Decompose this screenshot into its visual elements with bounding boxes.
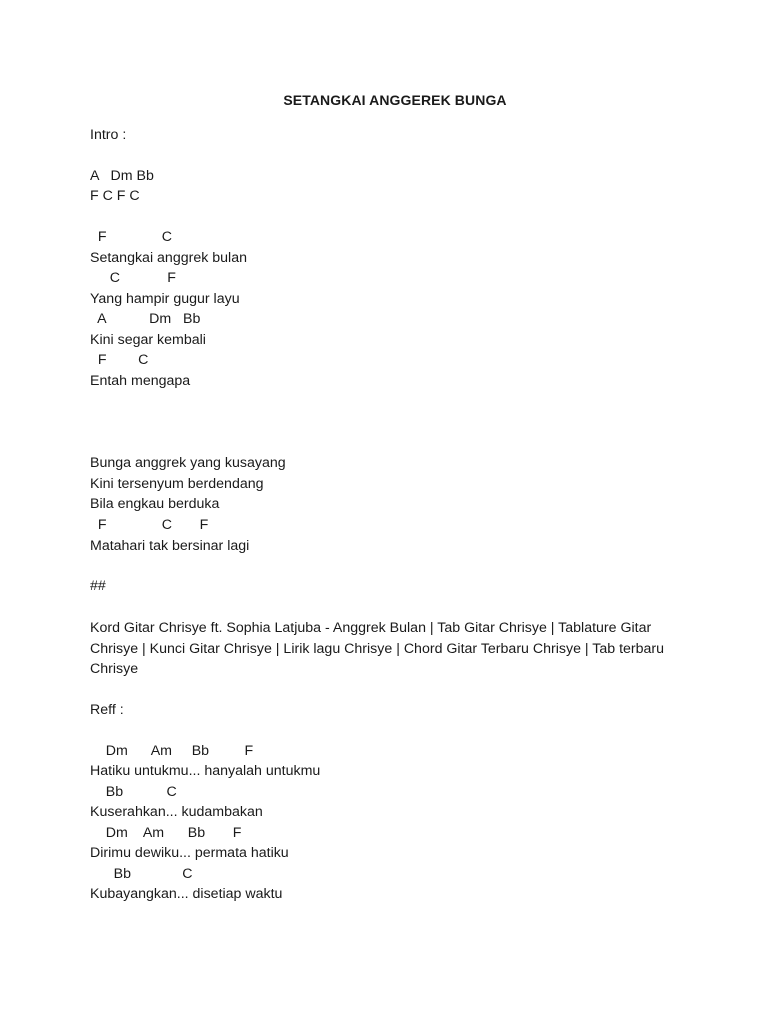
reff-lyric-3: Dirimu dewiku... permata hatiku bbox=[90, 845, 289, 861]
verse1-chords-4: F C bbox=[90, 352, 149, 368]
reff-chords-3: Dm Am Bb F bbox=[90, 825, 242, 841]
separator: ## bbox=[90, 578, 106, 594]
reff-lyric-4: Kubayangkan... disetiap waktu bbox=[90, 886, 283, 902]
verse1-chords-3: A Dm Bb bbox=[90, 311, 201, 327]
verse1-chords-1: F C bbox=[90, 229, 172, 245]
verse1-lyric-4: Entah mengapa bbox=[90, 373, 191, 389]
intro-chords-1: A Dm Bb bbox=[90, 168, 154, 184]
links-paragraph: Kord Gitar Chrisye ft. Sophia Latjuba - Anggrek Bulan | Tab Gitar Chrisye | Tablature Gitar Chrisye | Kunci Gitar Chrisye | Lirik lagu Chrisye | Chord Gitar Terbaru Chrisye | Tab terbaru Chrisye bbox=[90, 620, 665, 677]
intro-chords-2: F C F C bbox=[90, 188, 140, 204]
reff-lyric-2: Kuserahkan... kudambakan bbox=[90, 804, 263, 820]
reff-chords-2: Bb C bbox=[90, 784, 177, 800]
verse1-lyric-2: Yang hampir gugur layu bbox=[90, 291, 240, 307]
verse2-lyric-3: Bila engkau berduka bbox=[90, 496, 220, 512]
verse1-lyric-1: Setangkai anggrek bulan bbox=[90, 250, 247, 266]
verse1-lyric-3: Kini segar kembali bbox=[90, 332, 206, 348]
reff-chords-1: Dm Am Bb F bbox=[90, 743, 254, 759]
reff-lyric-1: Hatiku untukmu... hanyalah untukmu bbox=[90, 763, 321, 779]
verse2-chords: F C F bbox=[90, 517, 209, 533]
song-title: SETANGKAI ANGGEREK BUNGA bbox=[283, 92, 507, 108]
intro-label: Intro : bbox=[90, 127, 127, 143]
reff-chords-4: Bb C bbox=[90, 866, 193, 882]
verse2-lyric-2: Kini tersenyum berdendang bbox=[90, 476, 264, 492]
verse1-chords-2: C F bbox=[90, 270, 176, 286]
reff-label: Reff : bbox=[90, 702, 124, 718]
verse2-lyric-4: Matahari tak bersinar lagi bbox=[90, 538, 250, 554]
verse2-lyric-1: Bunga anggrek yang kusayang bbox=[90, 455, 286, 471]
